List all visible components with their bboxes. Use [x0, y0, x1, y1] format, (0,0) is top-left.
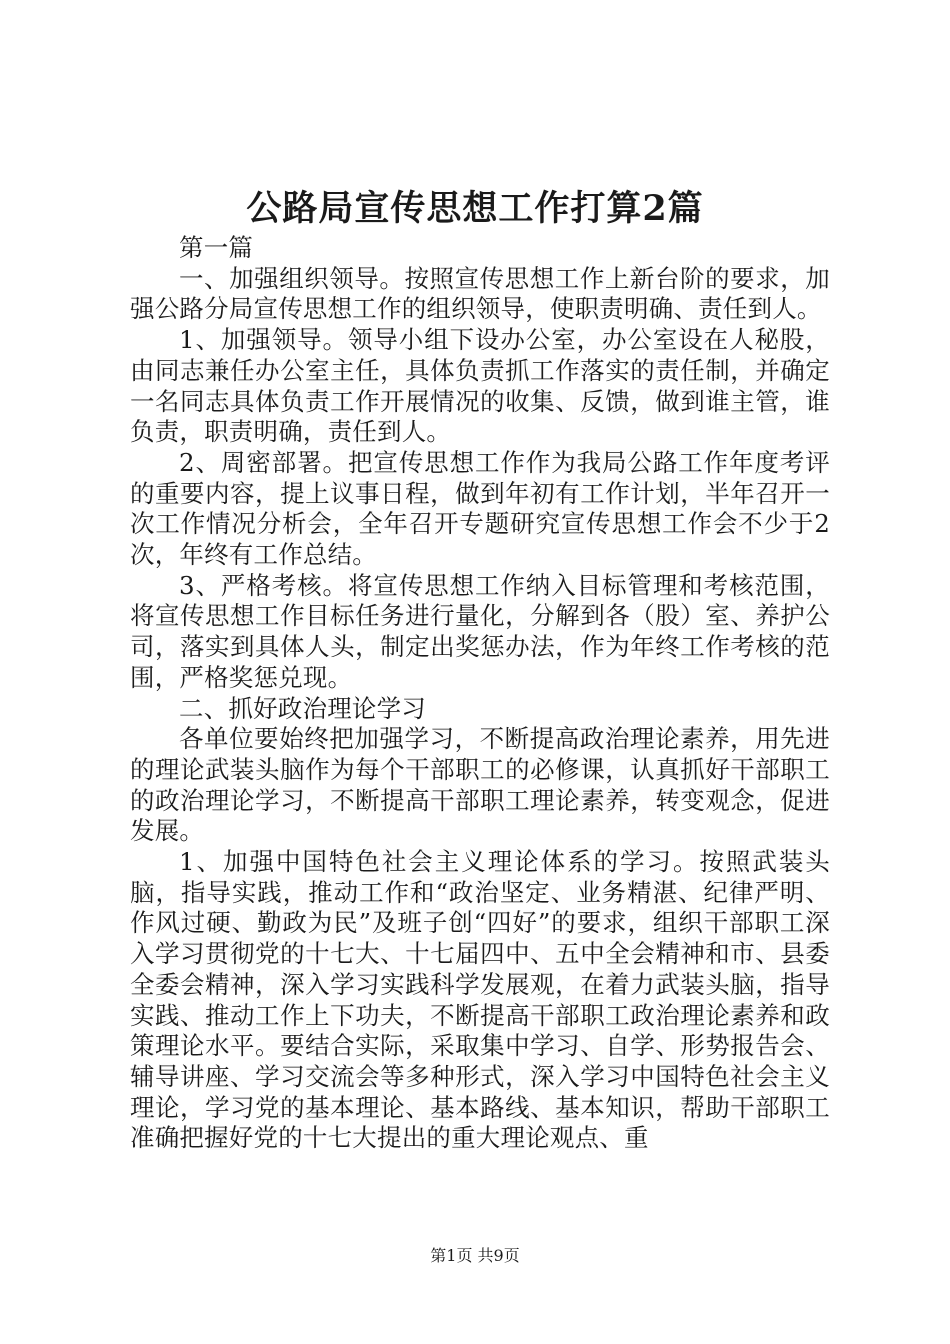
paragraph: 1、加强领导。领导小组下设办公室，办公室设在人秘股，由同志兼任办公室主任，具体负责抓工作落实的责任制，并确定一名同志具体负责工作开展情况的收集、反馈，做到谁主管，谁负责，职责明确，责任到人。: [130, 325, 830, 447]
document-body: [130, 233, 830, 1154]
paragraph: 一、加强组织领导。按照宣传思想工作上新台阶的要求，加强公路分局宣传思想工作的组织领导，使职责明确、责任到人。: [130, 263, 830, 324]
paragraph: 第一篇: [179, 233, 254, 262]
page-footer: 第1页 共9页: [430, 1246, 520, 1265]
paragraph: 2、周密部署。把宣传思想工作作为我局公路工作年度考评的重要内容，提上议事日程，做到年初有工作计划，半年召开一次工作情况分析会，全年召开专题研究宣传思想工作会不少于2次，年终有工作总结。: [130, 447, 830, 570]
document-title: 公路局宣传思想工作打算2篇: [246, 188, 704, 229]
paragraph: 3、严格考核。将宣传思想工作纳入目标管理和考核范围，将宣传思想工作目标任务进行量化，分解到各（股）室、养护公司，落实到具体人头，制定出奖惩办法，作为年终工作考核的范围，严格奖惩兑现。: [130, 570, 830, 692]
paragraph: 二、抓好政治理论学习: [179, 693, 426, 723]
paragraph: 各单位要始终把加强学习，不断提高政治理论素养，用先进的理论武装头脑作为每个干部职工的必修课，认真抓好干部职工的政治理论学习，不断提高干部职工理论素养，转变观念，促进发展。: [130, 724, 830, 846]
paragraph: 1、加强中国特色社会主义理论体系的学习。按照武装头脑，指导实践，推动工作和“政治坚定、业务精湛、纪律严明、作风过硬、勤政为民”及班子创“四好”的要求，组织干部职工深入学习贯彻党的十七大、十七届四中、五中全会精神和市、县委全委会精神，深入学习实践科学发展观，在着力武装头脑，指导实践、推动工作上下功夫，不断提高干部职工政治理论素养和政策理论水平。要结合实际，采取集中学习、自学、形势报告会、辅导讲座、学习交流会等多种形式，深入学习中国特色社会主义理论，学习党的基本理论、基本路线、基本知识，帮助干部职工准确把握好党的十七大提出的重大理论观点、重: [130, 847, 830, 1153]
